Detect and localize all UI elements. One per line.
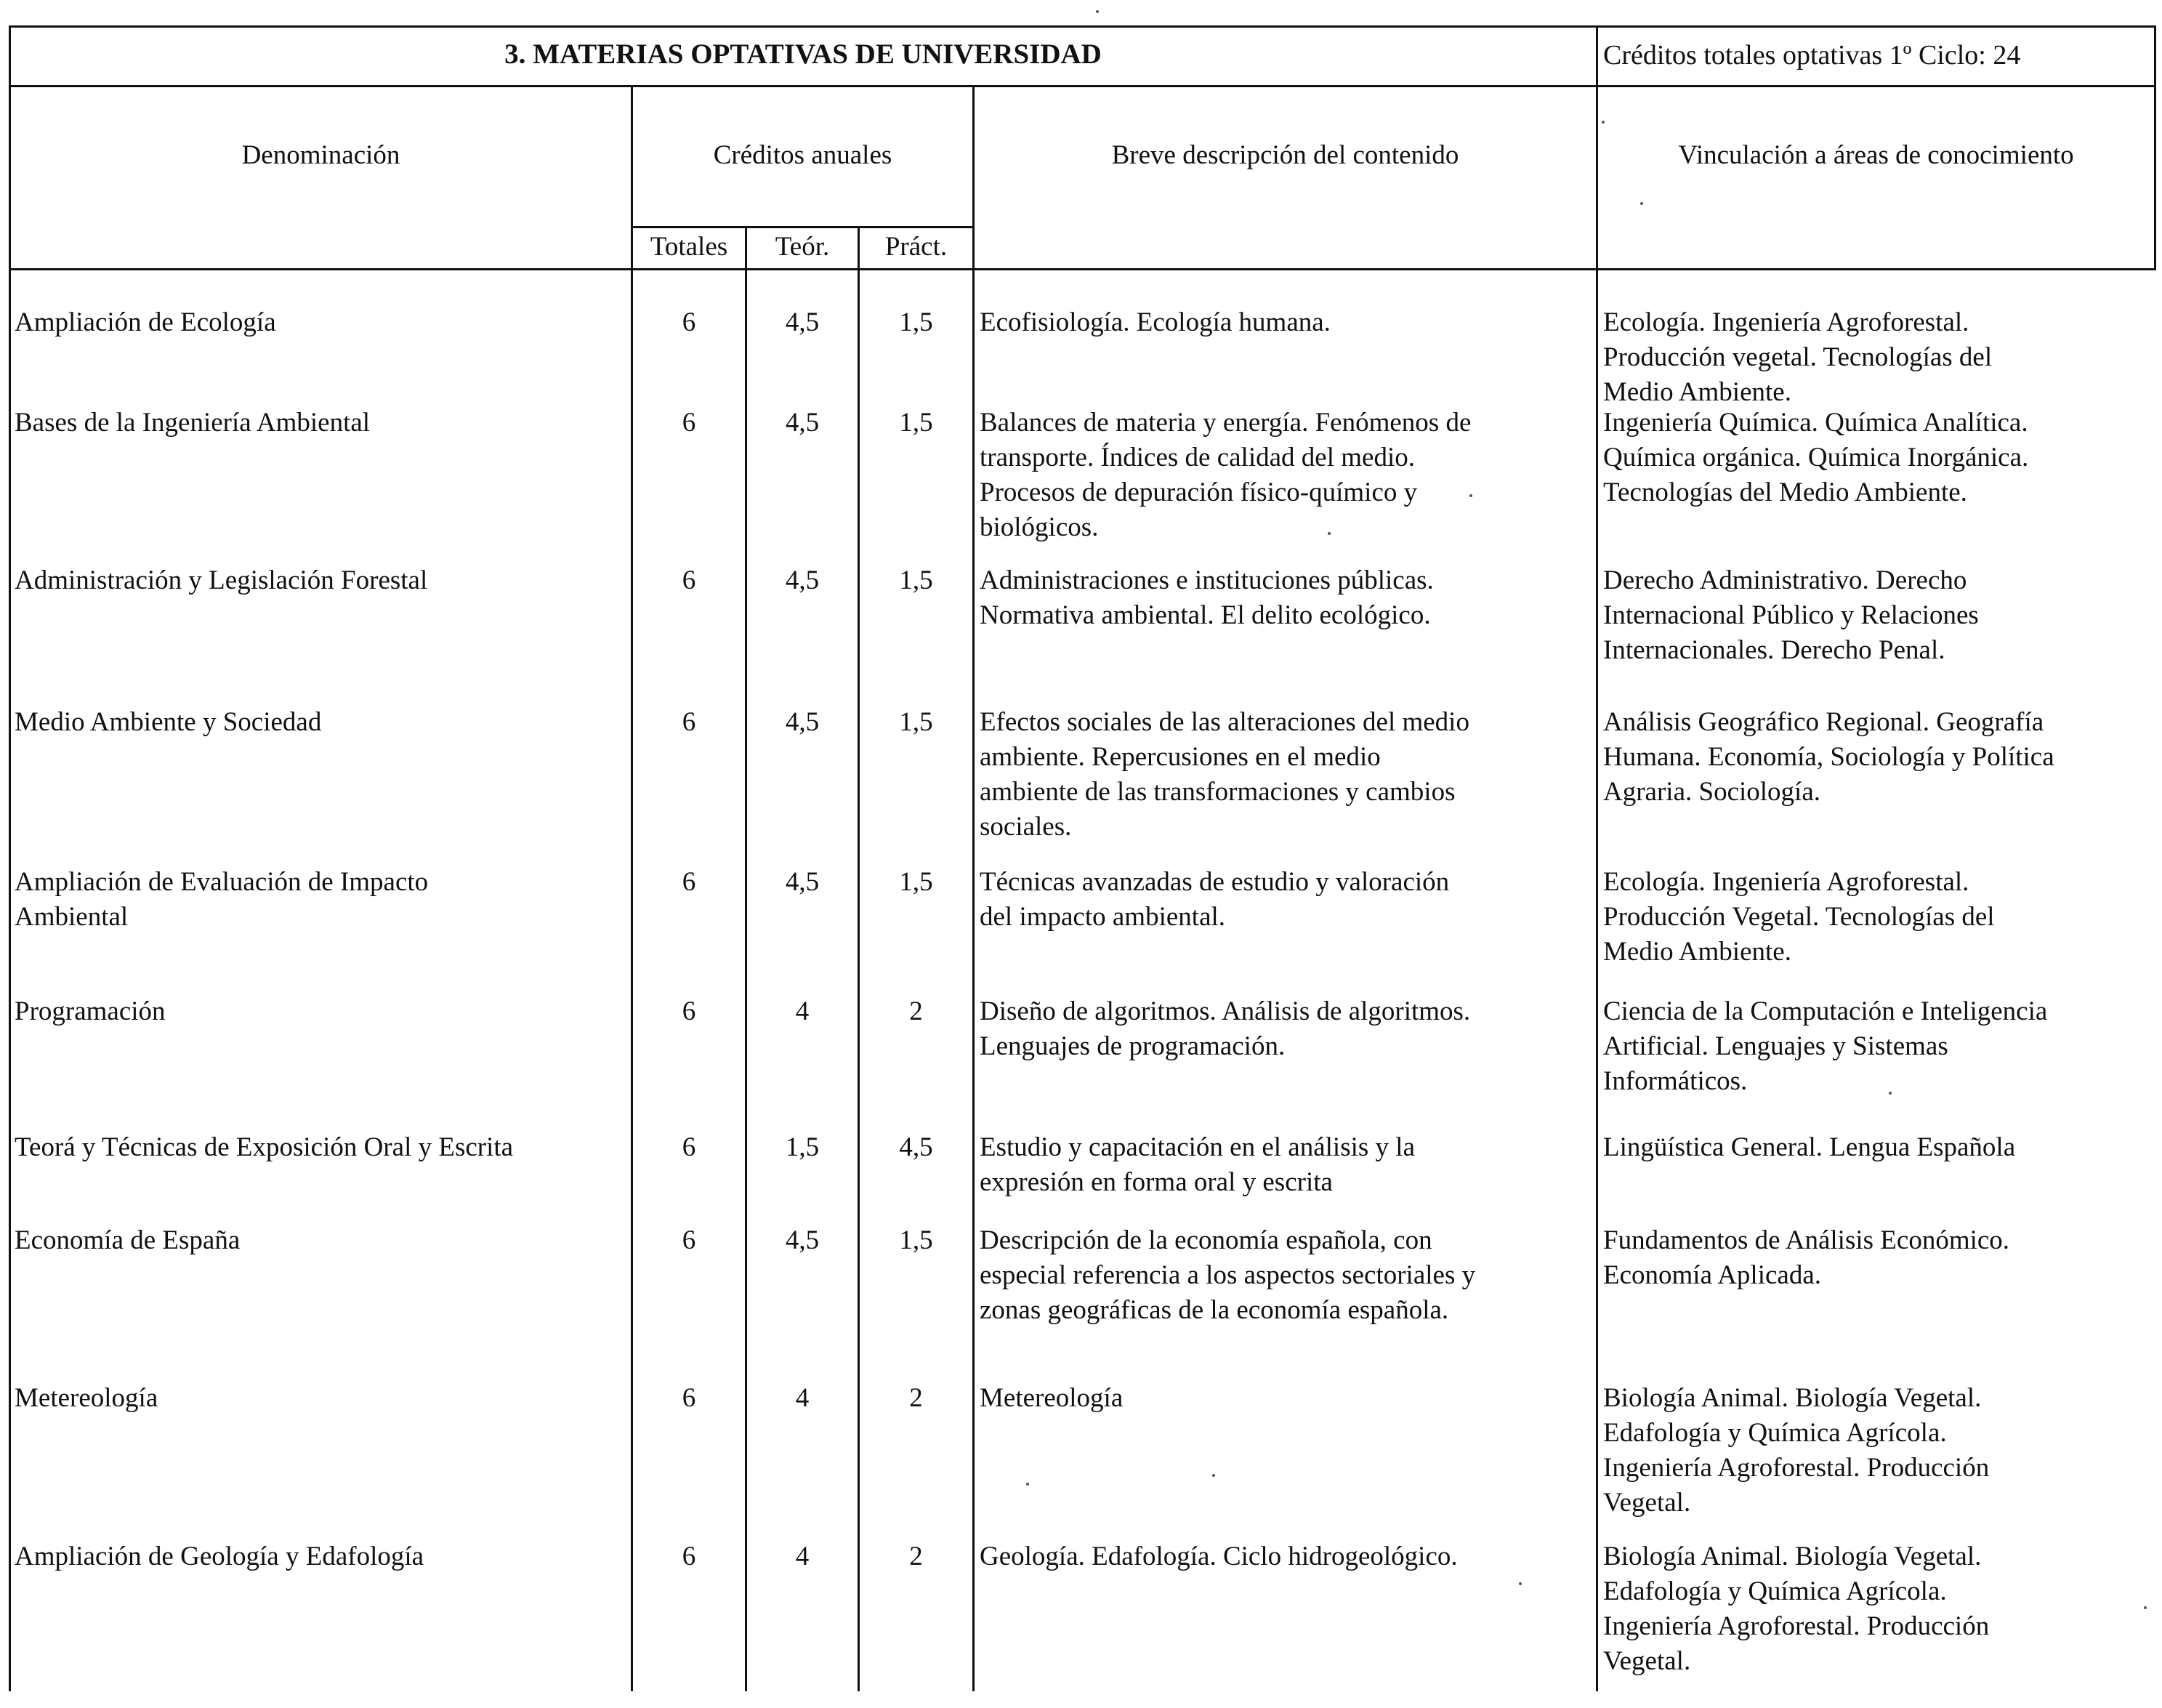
credits-theory: 4	[795, 996, 810, 1026]
content-description-line: ambiente. Repercusiones en el medio	[980, 742, 1381, 772]
content-description-line: ambiente de las transformaciones y cambios	[980, 777, 1456, 807]
credits-practice: 1,5	[899, 307, 933, 337]
credits-practice: 4,5	[899, 1132, 933, 1162]
credits-total: 6	[682, 867, 696, 897]
credits-total: 6	[682, 1132, 696, 1162]
title-row-bottom-border	[9, 85, 2156, 87]
knowledge-areas	[1603, 305, 2155, 410]
total-credits-label: Créditos totales optativas 1º Ciclo: 24	[1603, 40, 2021, 71]
credits-total: 6	[682, 1383, 696, 1413]
subject-name-line: Programación	[15, 996, 166, 1026]
subject-name-line: Ambiental	[15, 902, 129, 932]
knowledge-areas-line: Medio Ambiente.	[1603, 377, 1791, 407]
header-totals: Totales	[650, 232, 728, 262]
content-description	[980, 865, 1594, 935]
credits-practice: 1,5	[899, 565, 933, 595]
knowledge-areas	[1603, 1223, 2155, 1293]
scan-speck	[1026, 1483, 1029, 1486]
credits-subheader-line	[631, 226, 974, 228]
subject-name	[15, 1539, 629, 1574]
content-description-line: Normativa ambiental. El delito ecológico.	[980, 600, 1431, 630]
content-description-line: Lenguajes de programación.	[980, 1031, 1286, 1061]
content-description-line: Geología. Edafología. Ciclo hidrogeológico.	[980, 1542, 1458, 1571]
title-divider	[1596, 25, 1598, 87]
knowledge-areas	[1603, 1381, 2155, 1520]
content-description-line: Estudio y capacitación en el análisis y la	[980, 1132, 1415, 1162]
subject-name-line: Ampliación de Geología y Edafología	[15, 1542, 424, 1571]
scan-speck	[1519, 1582, 1522, 1585]
knowledge-areas	[1603, 705, 2155, 810]
subject-name-line: Bases de la Ingeniería Ambiental	[15, 408, 371, 438]
content-description-line: sociales.	[980, 812, 1072, 842]
credits-practice: 1,5	[899, 867, 933, 897]
content-description-line: zonas geográficas de la economía española.	[980, 1295, 1449, 1325]
knowledge-areas	[1603, 563, 2155, 668]
subject-name-line: Medio Ambiente y Sociedad	[15, 707, 322, 737]
scan-speck	[1096, 10, 1099, 13]
subject-name-line: Administración y Legislación Forestal	[15, 565, 428, 595]
subject-name	[15, 1381, 629, 1416]
content-description	[980, 1130, 1594, 1200]
credits-theory: 4	[795, 1383, 810, 1413]
knowledge-areas-line: Química orgánica. Química Inorgánica.	[1603, 443, 2029, 472]
credits-theory: 4,5	[785, 707, 820, 737]
credits-theory: 4,5	[785, 408, 820, 438]
content-description-line: Descripción de la economía española, con	[980, 1225, 1432, 1255]
credits-practice: 1,5	[899, 707, 933, 737]
credits-practice: 1,5	[899, 408, 933, 438]
credits-theory: 1,5	[785, 1132, 820, 1162]
credits-theory: 4,5	[785, 867, 820, 897]
content-description-line: biológicos.	[980, 512, 1099, 542]
knowledge-areas-line: Artificial. Lenguajes y Sistemas	[1603, 1031, 1948, 1061]
content-description-line: Administraciones e instituciones públicas.	[980, 565, 1434, 595]
subject-name-line: Ampliación de Ecología	[15, 307, 276, 337]
col-divider-description	[972, 85, 975, 1691]
knowledge-areas-line: Ingeniería Química. Química Analítica.	[1603, 408, 2028, 438]
credits-practice: 2	[909, 1383, 923, 1413]
header-bottom-border	[9, 268, 2156, 270]
credits-total: 6	[682, 707, 696, 737]
knowledge-areas-line: Informáticos.	[1603, 1066, 1748, 1096]
knowledge-areas-line: Ciencia de la Computación e Inteligencia	[1603, 996, 2048, 1026]
header-credits: Créditos anuales	[713, 140, 892, 170]
credits-total: 6	[682, 565, 696, 595]
credits-total: 6	[682, 1542, 696, 1571]
content-description-line: especial referencia a los aspectos sectoriales y	[980, 1260, 1476, 1290]
knowledge-areas-line: Biología Animal. Biología Vegetal.	[1603, 1383, 1982, 1413]
knowledge-areas-line: Ecología. Ingeniería Agroforestal.	[1603, 307, 1969, 337]
scan-speck	[1328, 532, 1331, 535]
knowledge-areas-line: Economía Aplicada.	[1603, 1260, 1822, 1290]
knowledge-areas-line: Tecnologías del Medio Ambiente.	[1603, 478, 1967, 507]
scan-speck	[1469, 494, 1472, 497]
subject-name	[15, 705, 629, 740]
header-areas: Vinculación a áreas de conocimiento	[1678, 140, 2074, 170]
knowledge-areas-line: Derecho Administrativo. Derecho	[1603, 565, 1967, 595]
scan-speck	[1889, 1092, 1892, 1095]
content-description	[980, 705, 1594, 845]
content-description-line: Efectos sociales de las alteraciones del medio	[980, 707, 1469, 737]
header-name: Denominación	[241, 140, 400, 170]
credits-theory: 4,5	[785, 1225, 820, 1255]
scan-speck	[1640, 202, 1643, 205]
knowledge-areas-line: Edafología y Química Agrícola.	[1603, 1418, 1947, 1448]
knowledge-areas-line: Fundamentos de Análisis Económico.	[1603, 1225, 2010, 1255]
subject-name	[15, 1223, 629, 1258]
subject-name-line: Teorá y Técnicas de Exposición Oral y Escrita	[15, 1132, 514, 1162]
content-description	[980, 1381, 1594, 1416]
content-description	[980, 994, 1594, 1064]
credits-total: 6	[682, 1225, 696, 1255]
knowledge-areas	[1603, 1130, 2155, 1165]
knowledge-areas-line: Internacional Público y Relaciones	[1603, 600, 1979, 630]
knowledge-areas-line: Vegetal.	[1603, 1646, 1691, 1676]
content-description	[980, 1223, 1594, 1328]
content-description-line: Diseño de algoritmos. Análisis de algoritmos.	[980, 996, 1471, 1026]
subject-name	[15, 865, 629, 935]
subject-name	[15, 563, 629, 598]
content-description-line: Técnicas avanzadas de estudio y valoración	[980, 867, 1450, 897]
knowledge-areas-line: Análisis Geográfico Regional. Geografía	[1603, 707, 2044, 737]
knowledge-areas	[1603, 865, 2155, 970]
knowledge-areas-line: Vegetal.	[1603, 1488, 1691, 1518]
knowledge-areas-line: Biología Animal. Biología Vegetal.	[1603, 1542, 1982, 1571]
table-left-border	[9, 25, 11, 1691]
knowledge-areas-line: Agraria. Sociología.	[1603, 777, 1820, 807]
subject-name	[15, 305, 629, 340]
knowledge-areas-line: Lingüística General. Lengua Española	[1603, 1132, 2016, 1162]
content-description-line: Metereología	[980, 1383, 1124, 1413]
knowledge-areas-line: Ecología. Ingeniería Agroforestal.	[1603, 867, 1969, 897]
subject-name-line: Economía de España	[15, 1225, 241, 1255]
credits-theory: 4,5	[785, 307, 820, 337]
credits-practice: 2	[909, 996, 923, 1026]
credits-total: 6	[682, 996, 696, 1026]
content-description-line: transporte. Índices de calidad del medio.	[980, 443, 1415, 472]
knowledge-areas-line: Edafología y Química Agrícola.	[1603, 1576, 1947, 1606]
knowledge-areas-line: Producción vegetal. Tecnologías del	[1603, 342, 1993, 372]
header-description: Breve descripción del contenido	[1111, 140, 1459, 170]
subject-name-line: Metereología	[15, 1383, 158, 1413]
knowledge-areas-line: Internacionales. Derecho Penal.	[1603, 635, 1945, 665]
credits-total: 6	[682, 408, 696, 438]
col-divider-areas	[1596, 85, 1598, 1691]
col-divider-practice	[858, 226, 860, 1691]
content-description	[980, 1539, 1594, 1574]
knowledge-areas	[1603, 406, 2155, 510]
subject-name-line: Ampliación de Evaluación de Impacto	[15, 867, 429, 897]
scan-speck	[2144, 1606, 2147, 1609]
subject-name	[15, 1130, 629, 1165]
content-description-line: Procesos de depuración físico-químico y	[980, 478, 1418, 507]
content-description-line: Ecofisiología. Ecología humana.	[980, 307, 1331, 337]
credits-theory: 4,5	[785, 565, 820, 595]
knowledge-areas-line: Ingeniería Agroforestal. Producción	[1603, 1611, 1990, 1641]
subject-name	[15, 994, 629, 1029]
col-divider-theory	[745, 226, 747, 1691]
knowledge-areas-line: Medio Ambiente.	[1603, 937, 1791, 967]
table-top-border	[9, 25, 2156, 28]
scan-speck	[1212, 1474, 1215, 1477]
content-description	[980, 563, 1594, 633]
table-title: 3. MATERIAS OPTATIVAS DE UNIVERSIDAD	[504, 39, 1102, 70]
credits-practice: 1,5	[899, 1225, 933, 1255]
content-description-line: expresión en forma oral y escrita	[980, 1167, 1333, 1197]
knowledge-areas-line: Producción Vegetal. Tecnologías del	[1603, 902, 1995, 932]
content-description-line: del impacto ambiental.	[980, 902, 1226, 932]
knowledge-areas	[1603, 1539, 2155, 1679]
header-theory: Teór.	[775, 232, 830, 262]
knowledge-areas-line: Humana. Economía, Sociología y Política	[1603, 742, 2054, 772]
credits-theory: 4	[795, 1542, 810, 1571]
scan-speck	[1602, 121, 1605, 124]
knowledge-areas	[1603, 994, 2155, 1099]
content-description	[980, 406, 1594, 545]
content-description-line: Balances de materia y energía. Fenómenos de	[980, 408, 1472, 438]
credits-practice: 2	[909, 1542, 923, 1571]
header-practice: Práct.	[884, 232, 948, 262]
subject-name	[15, 406, 629, 440]
knowledge-areas-line: Ingeniería Agroforestal. Producción	[1603, 1453, 1990, 1483]
credits-total: 6	[682, 307, 696, 337]
content-description	[980, 305, 1594, 340]
